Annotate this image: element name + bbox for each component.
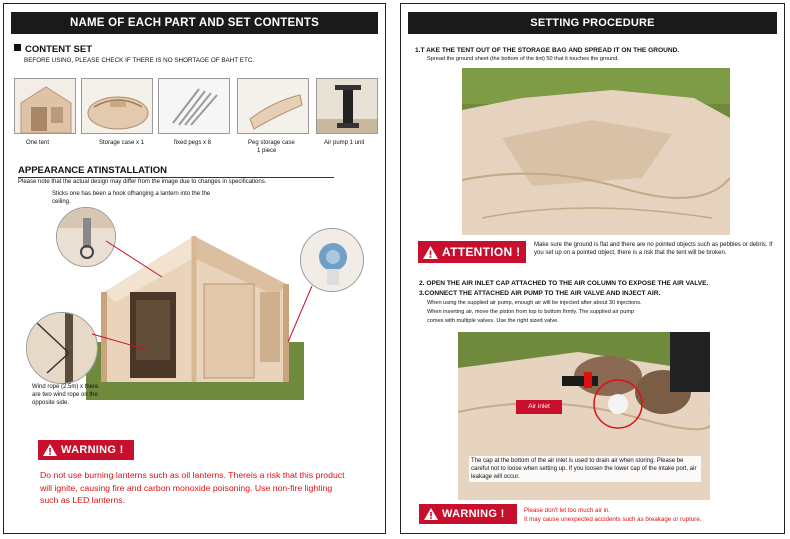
warning2-badge bbox=[419, 504, 517, 524]
warning-badge bbox=[38, 440, 134, 460]
warning2-text bbox=[524, 507, 701, 524]
pegs-caption: fixed pegs x 8 bbox=[174, 140, 212, 146]
attention-text: Make sure the ground is flat and there are no pointed objects such as pebbles or debris. If you set up on a pointed object, there is a risk that the tent will be broken. bbox=[534, 242, 773, 256]
rope-leader-line bbox=[90, 330, 150, 354]
content-set-note: BEFORE USING, PLEASE CHECK IF THERE IS NO SHORTAGE OF BAHT ETC. bbox=[24, 57, 255, 64]
storage-case-thumbnail bbox=[81, 78, 153, 134]
left-page bbox=[3, 3, 386, 534]
appearance-divider bbox=[18, 177, 334, 178]
step1-subtitle: Spread the ground sheet (the bottom of the tint) 50 that it touches the ground. bbox=[427, 56, 619, 62]
step2-title: 2. OPEN THE AIR INLET CAP ATTACHED TO THE AIR COLUMN TO EXPOSE THE AIR VALVE. bbox=[419, 280, 709, 287]
content-set-heading-text: CONTENT SET bbox=[25, 44, 93, 55]
spread-ground-photo bbox=[462, 68, 730, 235]
attention-label: ATTENTION ! bbox=[442, 245, 521, 259]
warning-triangle-icon bbox=[42, 443, 58, 457]
attention-triangle-icon bbox=[422, 245, 439, 260]
valve-leader-line bbox=[286, 284, 314, 344]
step1-title: 1.T AKE THE TENT OUT OF THE STORAGE BAG AND SPREAD IT ON THE GROUND. bbox=[415, 47, 680, 54]
valve-detail-photo bbox=[300, 228, 364, 292]
storage-case-caption: Storage case x 1 bbox=[99, 140, 145, 146]
attention-badge bbox=[418, 241, 526, 263]
air-inlet-label: Air inlet bbox=[516, 400, 562, 414]
pegs-thumbnail bbox=[158, 78, 230, 134]
square-bullet-icon bbox=[14, 44, 21, 51]
warning2-triangle-icon bbox=[423, 507, 439, 521]
air-inlet-caption: The cap at the bottom of the air inlet is used to drain air when storing. Please be careful not to loose when setting up. If you loosen the lower cap of the intake port, air leakage will occur. bbox=[469, 456, 701, 482]
peg-case-thumbnail bbox=[237, 78, 309, 134]
tent-caption: One tent bbox=[26, 140, 50, 146]
tent-thumbnail bbox=[14, 78, 76, 134]
left-banner: NAME OF EACH PART AND SET CONTENTS bbox=[11, 12, 378, 34]
air-pump-caption: Air pump 1 unit bbox=[324, 140, 365, 146]
rope-detail-photo bbox=[26, 312, 98, 384]
warning2-line-2: It may cause unexpected accidents such as breakage or rupture. bbox=[524, 515, 702, 523]
appearance-note: Please note that the actual design may differ from the image due to changes in specifications. bbox=[18, 179, 267, 185]
warning2-line-1: Please don't let too much air in. bbox=[524, 507, 611, 514]
content-set-heading bbox=[14, 44, 92, 55]
rope-callout: Wind rope (2.5m) x there are two wind rope on the opposite side. bbox=[32, 384, 99, 406]
warning-label: WARNING ! bbox=[61, 444, 124, 456]
peg-case-caption: Peg storage case bbox=[248, 140, 295, 146]
peg-case-caption-2: 1 piece bbox=[257, 148, 277, 154]
air-pump-thumbnail bbox=[316, 78, 378, 134]
hook-callout: Sticks one has been a hook ofhanging a lantern into the the ceiling. bbox=[52, 191, 211, 205]
hook-leader-line bbox=[104, 239, 164, 279]
warning2-label: WARNING ! bbox=[442, 508, 505, 520]
appearance-heading: APPEARANCE ATINSTALLATION bbox=[18, 165, 168, 176]
step3-title: 3.CONNECT THE ATTACHED AIR PUMP TO THE AIR VALVE AND INJECT AIR. bbox=[419, 290, 661, 297]
right-page bbox=[400, 3, 785, 534]
right-banner: SETTING PROCEDURE bbox=[408, 12, 777, 34]
step3-line-1: When using the supplied air pump, enough air will be injected after about 30 injections. bbox=[427, 300, 642, 306]
step3-line-2: When inserting air, move the piston from top to bottom firmly. The supplied air pump bbox=[427, 309, 635, 315]
warning-text: Do not use burning lanterns such as oil lanterns. Thereis a risk that this product will ignite, causing fire and carbon monoxide poisoning. Use non-fire lighting such as LED lanterns. bbox=[40, 470, 345, 505]
step3-line-3: comes with multiple valves. Use the right sized valve. bbox=[427, 318, 559, 324]
